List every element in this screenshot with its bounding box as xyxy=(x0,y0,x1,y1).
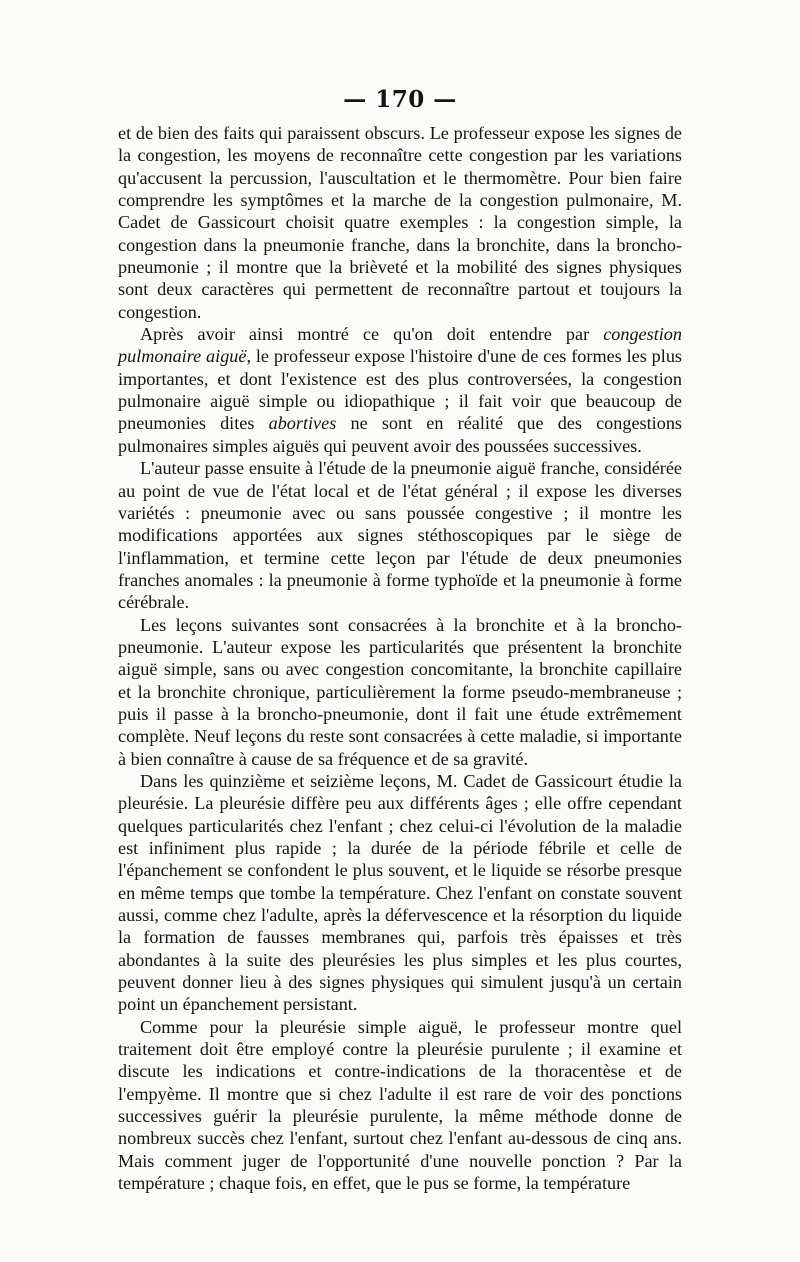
paragraph-5: Dans les quinzième et seizième leçons, M. Cadet de Gassicourt étudie la pleurésie. La pleurésie diffère peu aux différents âges ; elle offre cependant quelques particularités chez l'enfant ; chez celui-ci l'évolution de la maladie est infiniment plus rapide ; la durée de la période fébrile et celle de l'épanchement se confondent le plus souvent, et le liquide se résorbe presque en même temps que tombe la température. Chez l'enfant on constate souvent aussi, comme chez l'adulte, après la défervescence et la résorption du liquide la formation de fausses membranes qui, parfois très épaisses et très abondantes à la suite des pleurésies les plus simples et les plus courtes, peuvent donner lieu à des signes physiques qui simulent jusqu'à un certain point un épanchement persistant. xyxy=(118,770,682,1015)
page-number: — 170 — xyxy=(343,86,457,113)
paragraph-3: L'auteur passe ensuite à l'étude de la pneumonie aiguë franche, considérée au point de vue de l'état local et de l'état général ; il expose les diverses variétés : pneumonie avec ou sans poussée congestive ; il montre les modifications apportées aux signes stéthoscopiques par le siège de l'inflammation, et termine cette leçon par l'étude de deux pneumonies franches anomales : la pneumonie à forme typhoïde et la pneumonie à forme cérébrale. xyxy=(118,458,682,613)
paragraph-1: et de bien des faits qui paraissent obscurs. Le professeur expose les signes de la congestion, les moyens de reconnaître cette congestion par les variations qu'accusent la percussion, l'auscultation et le thermomètre. Pour bien faire comprendre les symptômes et la marche de la congestion pulmonaire, M. Cadet de Gassicourt choisit quatre exemples : la congestion simple, la congestion dans la pneumonie franche, dans la bronchite, dans la broncho-pneumonie ; il montre que la brièveté et la mobilité des signes physiques sont deux caractères qui permettent de reconnaître partout et toujours la congestion. xyxy=(118,123,682,322)
paragraph-2-part-1: Après avoir ainsi montré ce qu'on doit entendre par xyxy=(140,324,604,345)
paragraph-2-part-3: ne sont en réalité que des congestions pulmonaires simples aiguës qui peuvent avoir des poussées successives. xyxy=(118,413,682,456)
paragraph-6: Comme pour la pleurésie simple aiguë, le professeur montre quel traitement doit être employé contre la pleurésie purulente ; il examine et discute les indications et contre-indications de la thoracentèse et de l'empyème. Il montre que si chez l'adulte il est rare de voir des ponctions successives guérir la pleurésie purulente, la même méthode donne de nombreux succès chez l'enfant, surtout chez l'enfant au-dessous de cinq ans. Mais comment juger de l'opportunité d'une nouvelle ponction ? Par la température ; chaque fois, en effet, que le pus se forme, la température xyxy=(118,1016,682,1194)
paragraph-4: Les leçons suivantes sont consacrées à la bronchite et à la broncho-pneumonie. L'auteur expose les particularités que présentent la bronchite aiguë simple, sans ou avec congestion concomitante, la bronchite capillaire et la bronchite chronique, particulièrement la forme pseudo-membraneuse ; puis il passe à la broncho-pneumonie, dont il fait une étude extrêmement complète. Neuf leçons du reste sont consacrées à cette maladie, si importante à bien connaître à cause de sa fréquence et de sa gravité. xyxy=(118,614,682,769)
paragraph-2-part-2: , le professeur expose l'histoire d'une de ces formes les plus importantes, et dont l'existence est des plus controversées, la congestion pulmonaire aiguë simple ou idiopathique ; il fait voir que beaucoup de pneumonies dites xyxy=(118,346,683,434)
body-text xyxy=(118,122,682,1195)
term-abortives: abortives xyxy=(268,413,337,434)
paragraph-2 xyxy=(118,323,682,457)
term-congestion-pulmonaire: congestion pulmonaire aiguë xyxy=(118,324,682,367)
